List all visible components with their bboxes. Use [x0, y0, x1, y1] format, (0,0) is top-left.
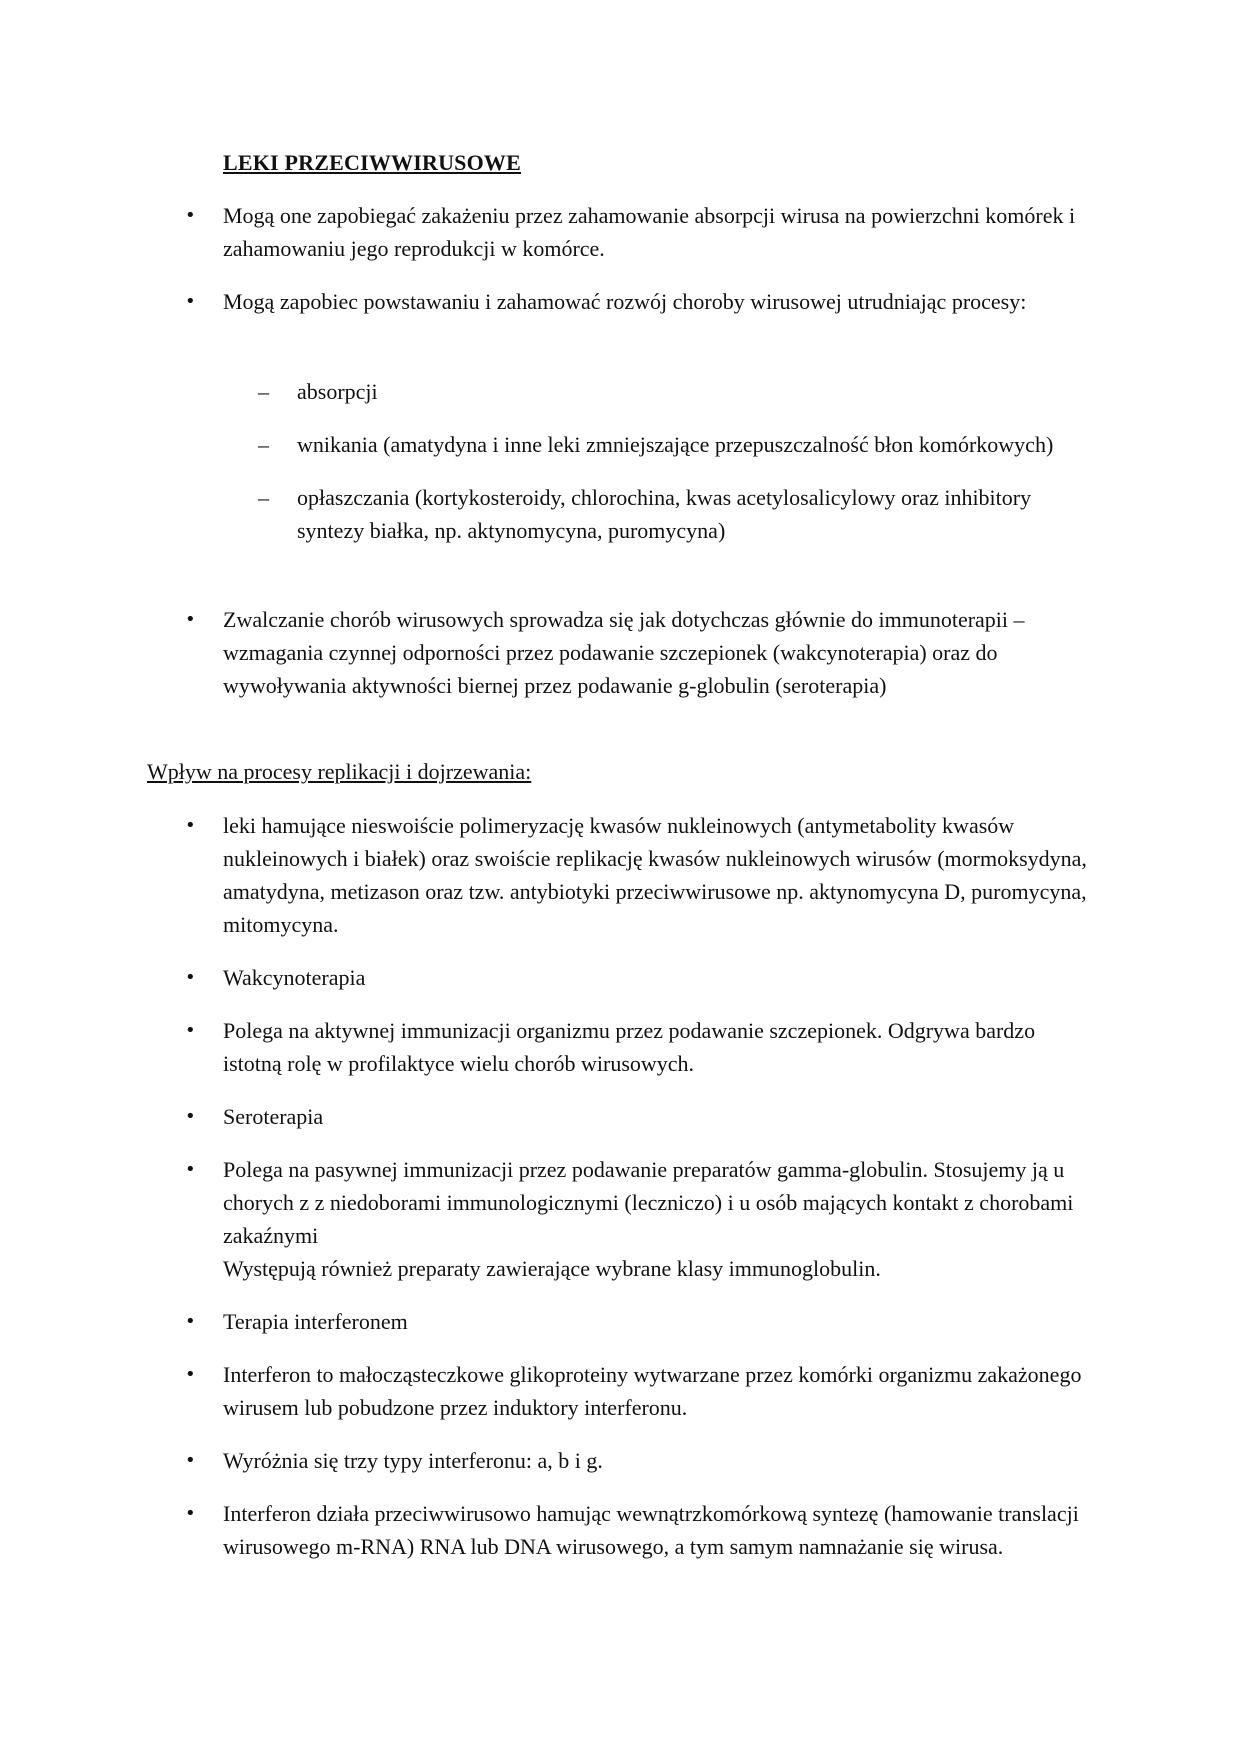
bullet-marker: • — [185, 1450, 196, 1471]
bullet-marker: • — [185, 1159, 196, 1180]
list-item-text: Mogą zapobiec powstawaniu i zahamować rozwój choroby wirusowej utrudniając procesy: — [223, 289, 1027, 314]
list-item — [0, 1444, 1240, 1477]
document-title: LEKI PRZECIWWIRUSOWE — [223, 150, 522, 175]
bullet-marker: • — [185, 815, 196, 836]
bullet-marker: • — [185, 1364, 196, 1385]
list-item-text: Terapia interferonem — [223, 1309, 408, 1334]
list-item — [0, 1358, 1240, 1424]
list-item-text: Wakcynoterapia — [223, 965, 366, 990]
list-item — [0, 1153, 1240, 1285]
list-item-text: leki hamujące nieswoiście polimeryzację kwasów nukleinowych (antymetabolity kwasów nukleinowych i białek) oraz swoiście replikację kwasów nukleinowych wirusów (mormoksydyna, amatydyna, metizason oraz tzw. antybiotyki przeciwwirusowe np. aktynomycyna D, puromycyna, mitomycyna. — [223, 813, 1087, 937]
bullet-marker: • — [185, 609, 196, 630]
sub-list-item-text: opłaszczania (kortykosteroidy, chlorochina, kwas acetylosalicylowy oraz inhibitory syntezy białka, np. aktynomycyna, puromycyna) — [297, 485, 1032, 543]
dash-marker: – — [258, 379, 269, 404]
list-item-text: Zwalczanie chorób wirusowych sprowadza się jak dotychczas głównie do immunoterapii – wzmagania czynnej odporności przez podawanie szczepionek (wakcynoterapia) oraz do wywoływania aktywności biernej przez podawanie g-globulin (seroterapia) — [223, 607, 1025, 698]
list-item-extra-text: Występują również preparaty zawierające wybrane klasy immunoglobulin. — [223, 1256, 881, 1281]
bullet-marker: • — [185, 291, 196, 312]
intro-list — [0, 199, 1240, 338]
list-item-text: Mogą one zapobiegać zakażeniu przez zahamowanie absorpcji wirusa na powierzchni komórek i zahamowaniu jego reprodukcji w komórce. — [223, 203, 1076, 261]
list-item-text: Polega na aktywnej immunizacji organizmu przez podawanie szczepionek. Odgrywa bardzo istotną rolę w profilaktyce wielu chorób wirusowych. — [223, 1018, 1036, 1076]
bullet-marker: • — [185, 205, 196, 226]
list-item — [0, 1014, 1240, 1080]
sub-list-item — [0, 375, 1240, 408]
list-item — [0, 603, 1240, 702]
list-item-text: Seroterapia — [223, 1104, 324, 1129]
section-heading: Wpływ na procesy replikacji i dojrzewania: — [147, 759, 532, 784]
list-item — [0, 1100, 1240, 1133]
sub-list-item-text: absorpcji — [297, 379, 378, 404]
list-item — [0, 809, 1240, 941]
dash-marker: – — [258, 485, 269, 510]
list-item — [0, 961, 1240, 994]
sub-list-item — [0, 481, 1240, 547]
list-item-text: Interferon to małocząsteczkowe glikoproteiny wytwarzane przez komórki organizmu zakażonego wirusem lub pobudzone przez induktory interferonu. — [223, 1362, 1082, 1420]
bullet-marker: • — [185, 1020, 196, 1041]
bullet-marker: • — [185, 967, 196, 988]
list-item-text: Polega na pasywnej immunizacji przez podawanie preparatów gamma-globulin. Stosujemy ją u chorych z z niedoborami immunologicznymi (leczniczo) i u osób mających kontakt z chorobami zakaźnymi — [223, 1157, 1074, 1248]
dash-marker: – — [258, 432, 269, 457]
list-item-text: Interferon działa przeciwwirusowo hamując wewnątrzkomórkową syntezę (hamowanie translacji wirusowego m-RNA) RNA lub DNA wirusowego, a tym samym namnażanie się wirusa. — [223, 1501, 1079, 1559]
process-sub-list — [0, 375, 1240, 567]
list-item-text: Wyróżnia się trzy typy interferonu: a, b i g. — [223, 1448, 603, 1473]
list-item — [0, 199, 1240, 265]
list-item — [0, 1305, 1240, 1338]
bullet-marker: • — [185, 1503, 196, 1524]
list-item — [0, 1497, 1240, 1563]
treatment-list — [0, 603, 1240, 722]
sub-list-item-text: wnikania (amatydyna i inne leki zmniejszające przepuszczalność błon komórkowych) — [297, 432, 1054, 457]
bullet-marker: • — [185, 1311, 196, 1332]
replication-list — [0, 809, 1240, 1583]
sub-list-item — [0, 428, 1240, 461]
list-item — [0, 285, 1240, 318]
bullet-marker: • — [185, 1106, 196, 1127]
